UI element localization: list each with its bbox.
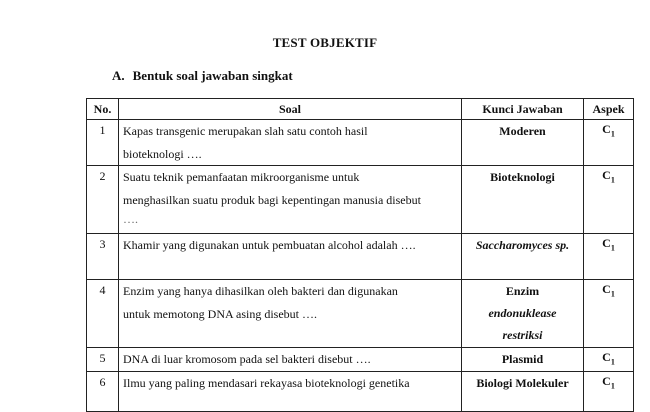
answer-key	[462, 280, 584, 348]
row-number: 6	[87, 371, 119, 411]
row-number: 1	[87, 120, 119, 166]
header-kunci-jawaban: Kunci Jawaban	[462, 99, 584, 120]
section-marker: A.	[112, 68, 125, 83]
answer-key	[462, 348, 584, 372]
answer-key	[462, 371, 584, 411]
answer-key	[462, 234, 584, 280]
question-line: ….	[123, 212, 138, 226]
answer-line: restriksi	[502, 328, 543, 342]
answer-line: endonuklease	[488, 306, 557, 320]
question-line: menghasilkan suatu produk bagi kepentingan manusia disebut	[123, 192, 421, 207]
table-row	[87, 166, 634, 234]
section-heading	[112, 68, 293, 84]
question-text	[119, 348, 462, 372]
row-number: 5	[87, 348, 119, 372]
question-text	[119, 234, 462, 280]
answer-line: Saccharomyces sp.	[475, 238, 570, 252]
aspect-level: $C_1$	[584, 280, 634, 348]
question-text	[119, 371, 462, 411]
answer-line: Moderen	[499, 124, 546, 138]
question-text	[119, 166, 462, 234]
question-line: Kapas transgenic merupakan slah satu contoh hasil	[123, 124, 368, 138]
header-aspek: Aspek	[584, 99, 634, 120]
question-line: untuk memotong DNA asing disebut ….	[123, 306, 317, 321]
table-row	[87, 371, 634, 411]
question-line: bioteknologi ….	[123, 146, 202, 161]
row-number: 2	[87, 166, 119, 234]
question-line: Suatu teknik pemanfaatan mikroorganisme untuk	[123, 170, 360, 184]
answer-line: Enzim	[505, 284, 540, 298]
aspect-level: $C_1$	[584, 234, 634, 280]
table-header-row	[87, 99, 634, 120]
header-soal: Soal	[119, 99, 462, 120]
answer-line: Biologi Molekuler	[476, 375, 569, 390]
question-line: Ilmu yang paling mendasari rekayasa bioteknologi genetika	[123, 375, 410, 390]
aspect-level: $C_1$	[584, 166, 634, 234]
aspect-level: $C_1$	[584, 371, 634, 411]
question-text	[119, 280, 462, 348]
answer-line: Bioteknologi	[490, 170, 555, 184]
question-line: DNA di luar kromosom pada sel bakteri disebut ….	[123, 352, 371, 366]
question-text	[119, 120, 462, 166]
table-row	[87, 280, 634, 348]
table-row	[87, 234, 634, 280]
answer-key	[462, 120, 584, 166]
question-line: Enzim yang hanya dihasilkan oleh bakteri dan digunakan	[123, 284, 398, 298]
question-table	[86, 98, 634, 412]
document-title: TEST OBJEKTIF	[272, 35, 378, 50]
answer-line: Plasmid	[501, 352, 544, 366]
row-number: 3	[87, 234, 119, 280]
aspect-level: $C_1$	[584, 120, 634, 166]
section-label: Bentuk soal jawaban singkat	[132, 68, 293, 83]
header-no: No.	[87, 99, 119, 120]
row-number: 4	[87, 280, 119, 348]
aspect-level: $C_1$	[584, 348, 634, 372]
answer-key	[462, 166, 584, 234]
question-line: Khamir yang digunakan untuk pembuatan alcohol adalah ….	[123, 238, 416, 252]
table-row	[87, 120, 634, 166]
table-row	[87, 348, 634, 372]
